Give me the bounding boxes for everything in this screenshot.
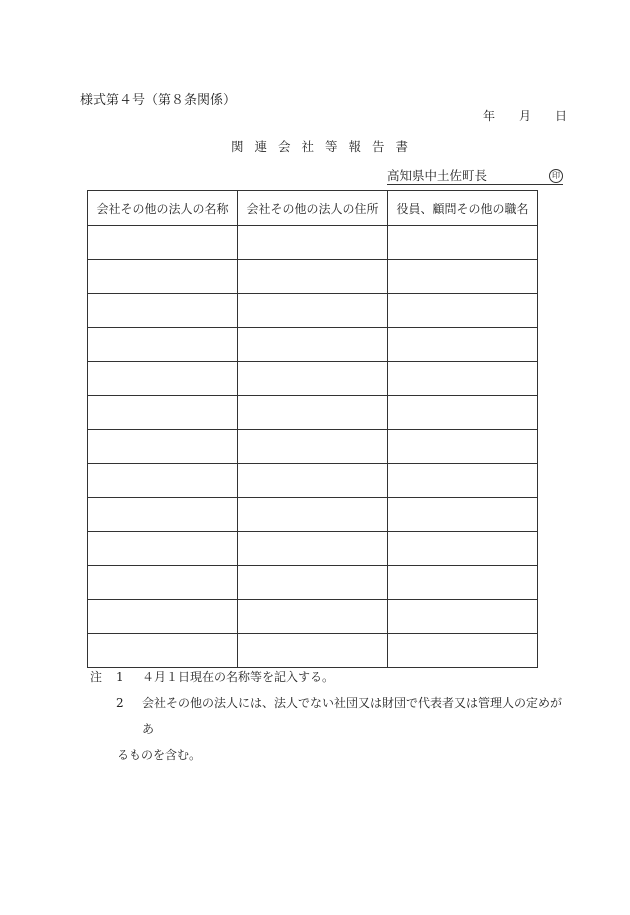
company-name-cell[interactable] (88, 396, 238, 430)
notes-section (90, 664, 570, 768)
company-name-cell[interactable] (88, 430, 238, 464)
company-address-cell[interactable] (238, 634, 388, 668)
form-number: 様式第４号（第８条関係） (80, 93, 237, 108)
table-row (88, 396, 538, 430)
company-name-cell[interactable] (88, 464, 238, 498)
company-name-cell[interactable] (88, 532, 238, 566)
addressee-line (387, 168, 563, 185)
company-address-cell[interactable] (238, 396, 388, 430)
note-text: ４月１日現在の名称等を記入する。 (142, 670, 335, 684)
company-address-cell[interactable] (238, 260, 388, 294)
table-row (88, 362, 538, 396)
company-name-cell[interactable] (88, 362, 238, 396)
position-cell[interactable] (388, 498, 538, 532)
addressee-name: 高知県中土佐町長 (387, 168, 488, 183)
date-line (483, 107, 567, 124)
note-text-continuation: るものを含む。 (117, 748, 202, 762)
title-char: 告 (372, 139, 385, 154)
table-row (88, 634, 538, 668)
seal-mark-icon: 印 (549, 169, 563, 183)
header-company-address: 会社その他の法人の住所 (238, 191, 388, 226)
position-cell[interactable] (388, 328, 538, 362)
header-position-title: 役員、顧問その他の職名 (388, 191, 538, 226)
notes-label: 注 (90, 670, 103, 684)
title-char: 報 (348, 139, 362, 154)
position-cell[interactable] (388, 634, 538, 668)
position-cell[interactable] (388, 362, 538, 396)
date-year-label: 年 (483, 109, 496, 123)
note-item (90, 690, 570, 742)
company-name-cell[interactable] (88, 260, 238, 294)
position-cell[interactable] (388, 294, 538, 328)
date-day-label: 日 (555, 109, 568, 123)
title-char: 会 (278, 139, 291, 154)
company-name-cell[interactable] (88, 328, 238, 362)
position-cell[interactable] (388, 600, 538, 634)
note-continuation (90, 742, 570, 768)
position-cell[interactable] (388, 566, 538, 600)
table-row (88, 328, 538, 362)
note-item (90, 664, 570, 690)
company-name-cell[interactable] (88, 566, 238, 600)
table-row (88, 464, 538, 498)
position-cell[interactable] (388, 226, 538, 260)
table-row (88, 294, 538, 328)
position-cell[interactable] (388, 532, 538, 566)
table-row (88, 532, 538, 566)
position-cell[interactable] (388, 396, 538, 430)
company-address-cell[interactable] (238, 430, 388, 464)
company-address-cell[interactable] (238, 328, 388, 362)
company-address-cell[interactable] (238, 566, 388, 600)
table-row (88, 600, 538, 634)
company-address-cell[interactable] (238, 498, 388, 532)
position-cell[interactable] (388, 260, 538, 294)
company-name-cell[interactable] (88, 226, 238, 260)
company-address-cell[interactable] (238, 532, 388, 566)
title-char: 等 (325, 139, 338, 154)
company-name-cell[interactable] (88, 600, 238, 634)
company-name-cell[interactable] (88, 498, 238, 532)
company-address-cell[interactable] (238, 464, 388, 498)
company-address-cell[interactable] (238, 600, 388, 634)
table-row (88, 498, 538, 532)
company-name-cell[interactable] (88, 634, 238, 668)
table-row (88, 430, 538, 464)
company-name-cell[interactable] (88, 294, 238, 328)
date-month-label: 月 (519, 109, 532, 123)
title-char: 連 (254, 139, 268, 154)
note-number: 2 (116, 696, 124, 710)
note-text: 会社その他の法人には、法人でない社団又は財団で代表者又は管理人の定めがあ (142, 696, 563, 736)
company-address-cell[interactable] (238, 294, 388, 328)
table-row (88, 260, 538, 294)
table-header-row (88, 191, 538, 226)
note-number: 1 (116, 670, 124, 684)
report-table (87, 190, 538, 668)
title-char: 社 (301, 139, 315, 154)
header-company-name: 会社その他の法人の名称 (88, 191, 238, 226)
company-address-cell[interactable] (238, 226, 388, 260)
title-char: 書 (395, 139, 409, 154)
company-address-cell[interactable] (238, 362, 388, 396)
position-cell[interactable] (388, 464, 538, 498)
table-row (88, 226, 538, 260)
table-row (88, 566, 538, 600)
title-char: 関 (231, 139, 244, 154)
position-cell[interactable] (388, 430, 538, 464)
document-title (231, 137, 419, 155)
